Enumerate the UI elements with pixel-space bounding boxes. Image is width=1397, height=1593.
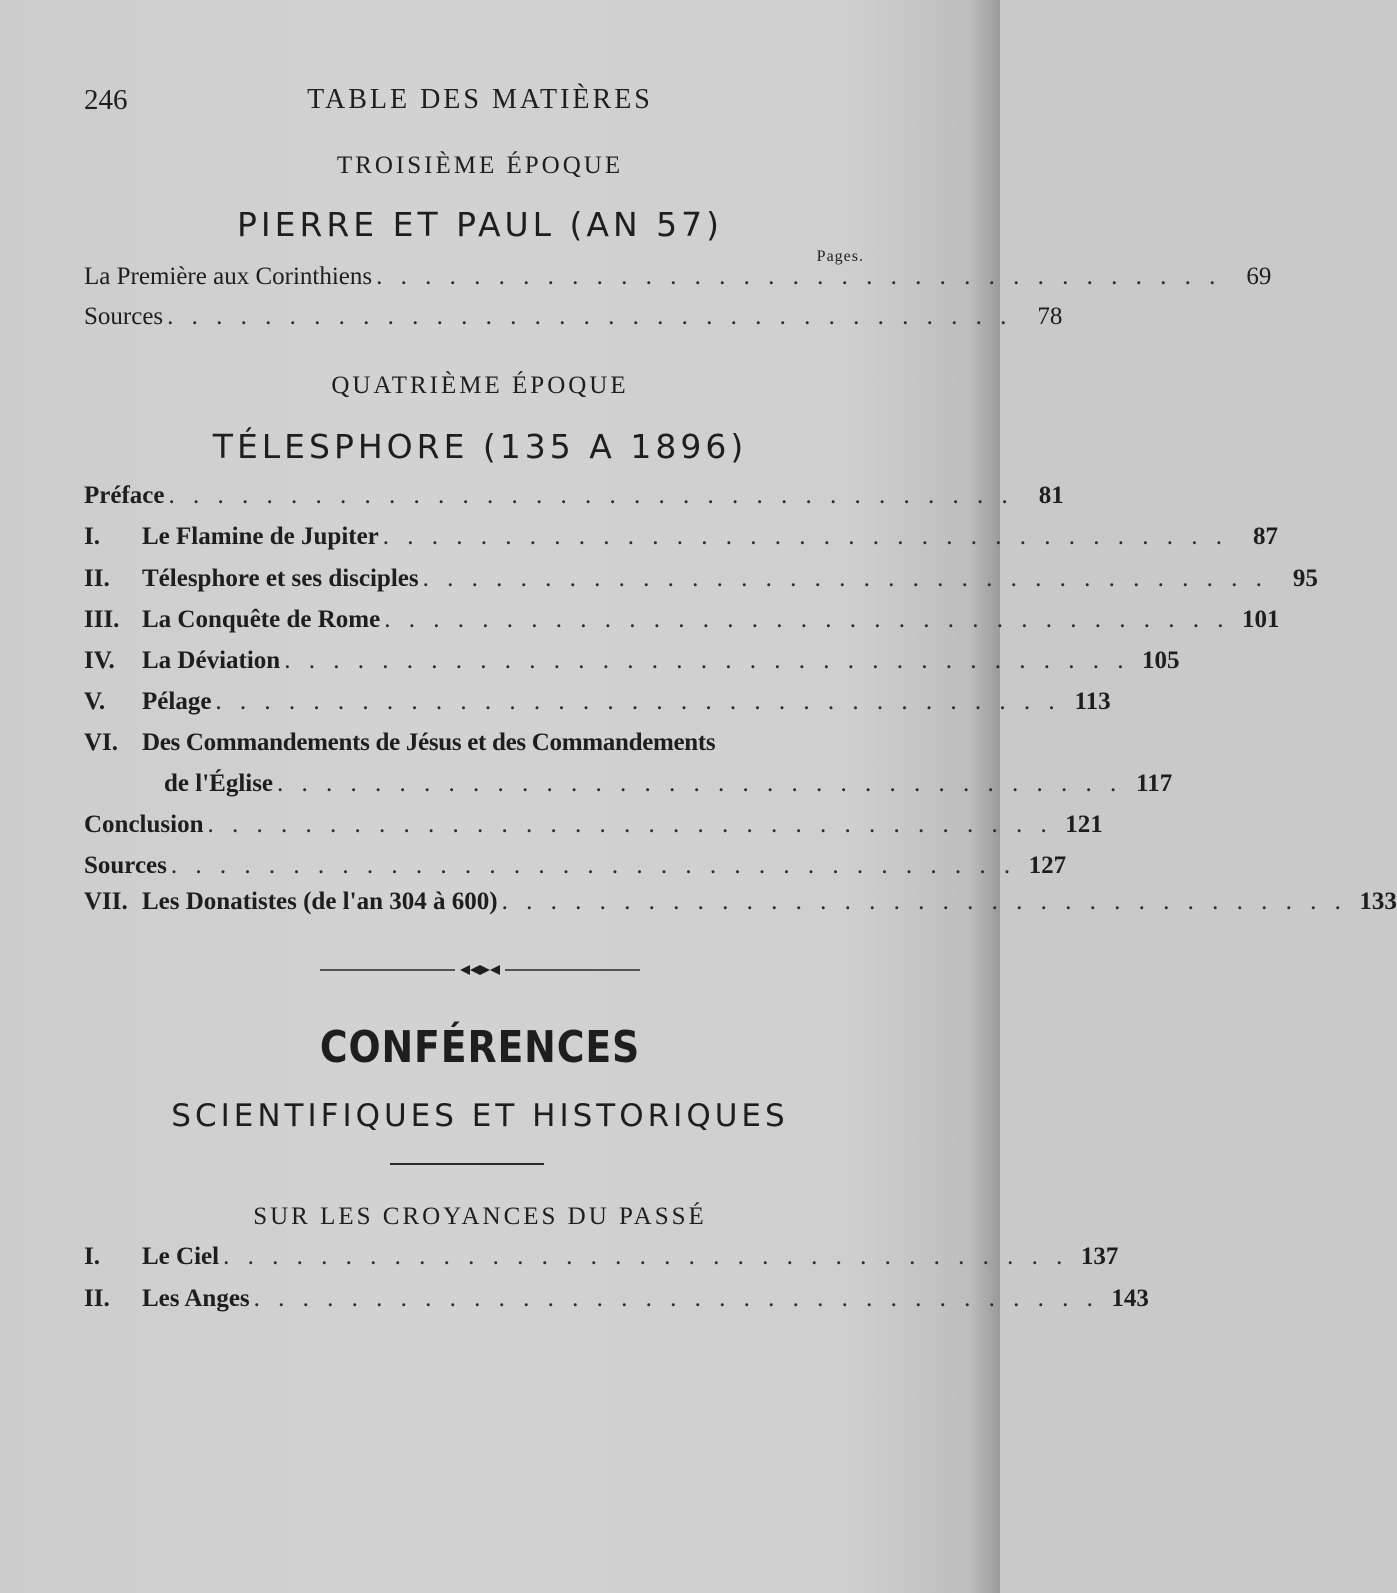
toc-entry-number: I. <box>84 1243 100 1270</box>
toc-entry-page: 69 <box>1246 263 1272 290</box>
toc-entry-text: Les Anges <box>142 1285 250 1312</box>
leader-dots: . . . . . . . . . . . . . . . . . . . . . . . . . . . . . . . . . . . <box>170 852 1017 879</box>
toc-entry-page: 87 <box>1253 523 1279 550</box>
leader-dots: . . . . . . . . . . . . . . . . . . . . . . . . . . . . . . . . . . . <box>376 263 1222 290</box>
toc-entry-text: de l'Église <box>164 770 274 797</box>
toc-entry <box>84 888 1397 926</box>
toc-entry-number: III. <box>84 606 120 633</box>
epoch-3-label: TROISIÈME ÉPOQUE <box>336 152 624 179</box>
toc-entry-page: 117 <box>1136 770 1173 797</box>
toc-entry-page: 121 <box>1065 811 1103 838</box>
toc-entry-page: 81 <box>1038 482 1064 509</box>
toc-entry-text: Sources <box>84 852 167 879</box>
toc-entry-text: La Conquête de Rome <box>142 606 381 633</box>
conferences-subtitle: SCIENTIFIQUES ET HISTORIQUES <box>171 1098 789 1134</box>
toc-entry <box>84 1243 1119 1281</box>
toc-entry-number: IV. <box>84 647 115 674</box>
toc-entry-number: VII. <box>84 888 128 915</box>
page-number: 246 <box>84 84 128 116</box>
pages-column-label: Pages. <box>816 248 864 265</box>
toc-entry <box>84 565 1318 603</box>
toc-entry-text: Préface <box>84 482 165 509</box>
leader-dots: . . . . . . . . . . . . . . . . . . . . . . . . . . . . . . . . . . . <box>501 888 1347 915</box>
leader-dots: . . . . . . . . . . . . . . . . . . . . . . . . . . . . . . . . . . . <box>253 1285 1099 1312</box>
toc-entry-text: La Déviation <box>142 647 281 674</box>
toc-entry-number: II. <box>84 565 110 592</box>
toc-entry-page: 127 <box>1028 852 1067 879</box>
toc-entry-number: V. <box>84 688 106 715</box>
toc-entry-page: 78 <box>1037 303 1063 330</box>
toc-entry-text: Sources <box>84 303 164 330</box>
toc-entry-number: II. <box>84 1285 110 1312</box>
toc-entry <box>84 1285 1149 1323</box>
toc-entry-page: 101 <box>1241 606 1280 633</box>
toc-entry-text: Le Flamine de Jupiter <box>142 523 379 550</box>
toc-entry <box>84 606 1280 644</box>
toc-entry-page: 143 <box>1111 1285 1149 1312</box>
toc-entry <box>84 852 1067 890</box>
epoch-4-title: TÉLESPHORE (135 A 1896) <box>212 427 748 466</box>
leader-dots: . . . . . . . . . . . . . . . . . . . . . . . . . . . . . . . . . . . <box>168 482 1014 509</box>
section-rule <box>390 1163 544 1165</box>
toc-entry <box>84 523 1279 561</box>
toc-entry-text: Le Ciel <box>142 1243 220 1270</box>
toc-entry <box>84 729 862 767</box>
section-heading: SUR LES CROYANCES DU PASSÉ <box>253 1203 707 1230</box>
toc-entry-page: 113 <box>1074 688 1111 715</box>
toc-entry <box>84 647 1180 685</box>
conferences-title: CONFÉRENCES <box>319 1022 641 1073</box>
running-title: TABLE DES MATIÈRES <box>307 84 653 115</box>
toc-entry <box>84 482 1064 520</box>
leader-dots: . . . . . . . . . . . . . . . . . . . . . . . . . . . . . . . . . . . <box>167 303 1013 330</box>
toc-entry-number: I. <box>84 523 100 550</box>
leader-dots: . . . . . . . . . . . . . . . . . . . . . . . . . . . . . . . . . . . <box>382 523 1229 550</box>
toc-entry-text: Pélage <box>142 688 212 715</box>
leader-dots: . . . . . . . . . . . . . . . . . . . . . . . . . . . . . . . . . . . <box>422 565 1268 592</box>
epoch-4-label: QUATRIÈME ÉPOQUE <box>331 372 629 399</box>
leader-dots: . . . . . . . . . . . . . . . . . . . . . . . . . . . . . . . . . . . <box>277 770 1123 797</box>
epoch-3-title: PIERRE ET PAUL (AN 57) <box>236 205 724 244</box>
leader-dots: . . . . . . . . . . . . . . . . . . . . . . . . . . . . . . . . . . . <box>215 688 1061 715</box>
toc-entry-text: Les Donatistes (de l'an 304 à 600) <box>142 888 498 915</box>
toc-entry <box>84 263 1272 301</box>
toc-entry-text: Conclusion <box>84 811 204 838</box>
leader-dots: . . . . . . . . . . . . . . . . . . . . . . . . . . . . . . . . . . . <box>284 647 1130 674</box>
toc-entry <box>84 770 1173 808</box>
toc-entry-text: La Première aux Corinthiens <box>84 263 373 290</box>
leader-dots: . . . . . . . . . . . . . . . . . . . . . . . . . . . . . . . . . . . <box>207 811 1053 838</box>
toc-entry <box>84 688 1111 726</box>
toc-entry-page: 137 <box>1080 1243 1119 1270</box>
toc-entry-number: VI. <box>84 729 119 756</box>
leader-dots: . . . . . . . . . . . . . . . . . . . . . . . . . . . . . . . . . . . <box>223 1243 1069 1270</box>
toc-entry-page: 133 <box>1359 888 1397 915</box>
toc-entry-page: 105 <box>1141 647 1180 674</box>
toc-entry <box>84 811 1103 849</box>
toc-entry-page: 95 <box>1292 565 1318 592</box>
toc-entry-text: Télesphore et ses disciples <box>142 565 419 592</box>
ornament-divider <box>0 963 960 982</box>
toc-entry-text: Des Commandements de Jésus et des Commandements <box>142 729 716 756</box>
toc-entry <box>84 303 1063 341</box>
leader-dots: . . . . . . . . . . . . . . . . . . . . . . . . . . . . . . . . . . . <box>384 606 1230 633</box>
